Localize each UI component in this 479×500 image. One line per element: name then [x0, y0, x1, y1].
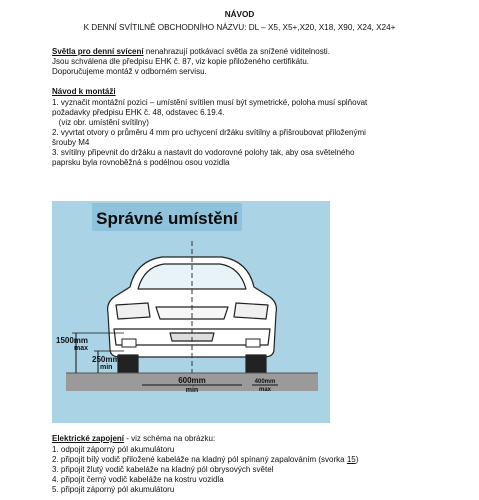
- mounting-line: šrouby M4: [52, 138, 90, 147]
- wiring-step-3: 3. připojit žlutý vodič kabeláže na kladný pól obrysových světel: [52, 465, 274, 474]
- intro-line-1: [52, 47, 330, 56]
- intro-label: Světla pro denní svícení: [52, 47, 144, 56]
- wiring-step-2-end: ): [355, 455, 359, 464]
- banner-text: Správné umístění: [96, 209, 238, 228]
- between-dimension-sub: min: [185, 387, 199, 394]
- between-dimension-value: 600mm: [178, 376, 206, 385]
- mounting-line: požadavky předpisu EHK č. 48, odstavec 6.19.4.: [52, 108, 225, 117]
- wiring-heading-rest: - viz schéma na obrázku:: [124, 434, 216, 443]
- mounting-heading: Návod k montáži: [52, 87, 116, 96]
- wiring-heading: Elektrické zapojení: [52, 434, 125, 443]
- placement-figure: [52, 201, 330, 423]
- right-drl-lamp-icon: [246, 339, 260, 347]
- intro-line-1-text: nenahrazují potkávací světla za snížené viditelnosti.: [143, 47, 330, 56]
- ground-dimension-value: 250mm: [92, 355, 120, 364]
- wiring-step-2: [52, 455, 358, 464]
- mounting-line: (viz obr. umístění svítilny): [52, 118, 149, 127]
- mounting-line: paprsku byla rovnoběžná s podélnou osou vozidla: [52, 158, 230, 167]
- terminal-number: 15: [346, 455, 356, 464]
- mounting-line: 2. vyvrtat otvory o průměru 4 mm pro uchycení držáku svítilny a přišroubovat přiloženými: [52, 128, 366, 137]
- wiring-step-5: 5. připojit záporný pól akumulátoru: [52, 485, 175, 494]
- wiring-step-2-text: 2. připojit bílý vodič přiložené kabeláže na kladný pól spínaný zapalováním (svorka: [52, 455, 347, 464]
- right-headlight: [234, 303, 268, 319]
- document-subtitle: K DENNÍ SVÍTILNĚ OBCHODNÍHO NÁZVU: DL – X5, X5+,X20, X18, X90, X24, X24+: [83, 23, 396, 32]
- wiring-heading-line: [52, 434, 215, 443]
- edge-dimension-sub: max: [258, 387, 272, 393]
- wiring-step-1: 1. odpojit záporný pól akumulátoru: [52, 445, 175, 454]
- height-dimension-sub: max: [74, 345, 89, 352]
- intro-line-2: Jsou schválena dle předpisu EHK č. 87, viz kopie přiloženého certifikátu.: [52, 57, 310, 66]
- mounting-line: 1. vyznačit montážní pozici – umístění svítilen musí být symetrické, poloha musí splňovat: [52, 98, 368, 107]
- placement-diagram: [52, 201, 330, 423]
- wiring-step-4: 4. připojit černý vodič kabeláže na kostru vozidla: [52, 475, 224, 484]
- intro-line-3: Doporučujeme montáž v odborném servisu.: [52, 67, 207, 76]
- height-dimension-value: 1500mm: [56, 336, 89, 345]
- left-headlight: [116, 303, 150, 319]
- mounting-line: 3. svítilny připevnit do držáku a nastavit do vodorovné polohy tak, aby osa světelného: [52, 148, 355, 157]
- edge-dimension-value: 400mm: [254, 379, 276, 385]
- left-drl-lamp-icon: [122, 339, 136, 347]
- document-title: NÁVOD: [224, 10, 255, 19]
- ground-dimension-sub: min: [100, 364, 113, 371]
